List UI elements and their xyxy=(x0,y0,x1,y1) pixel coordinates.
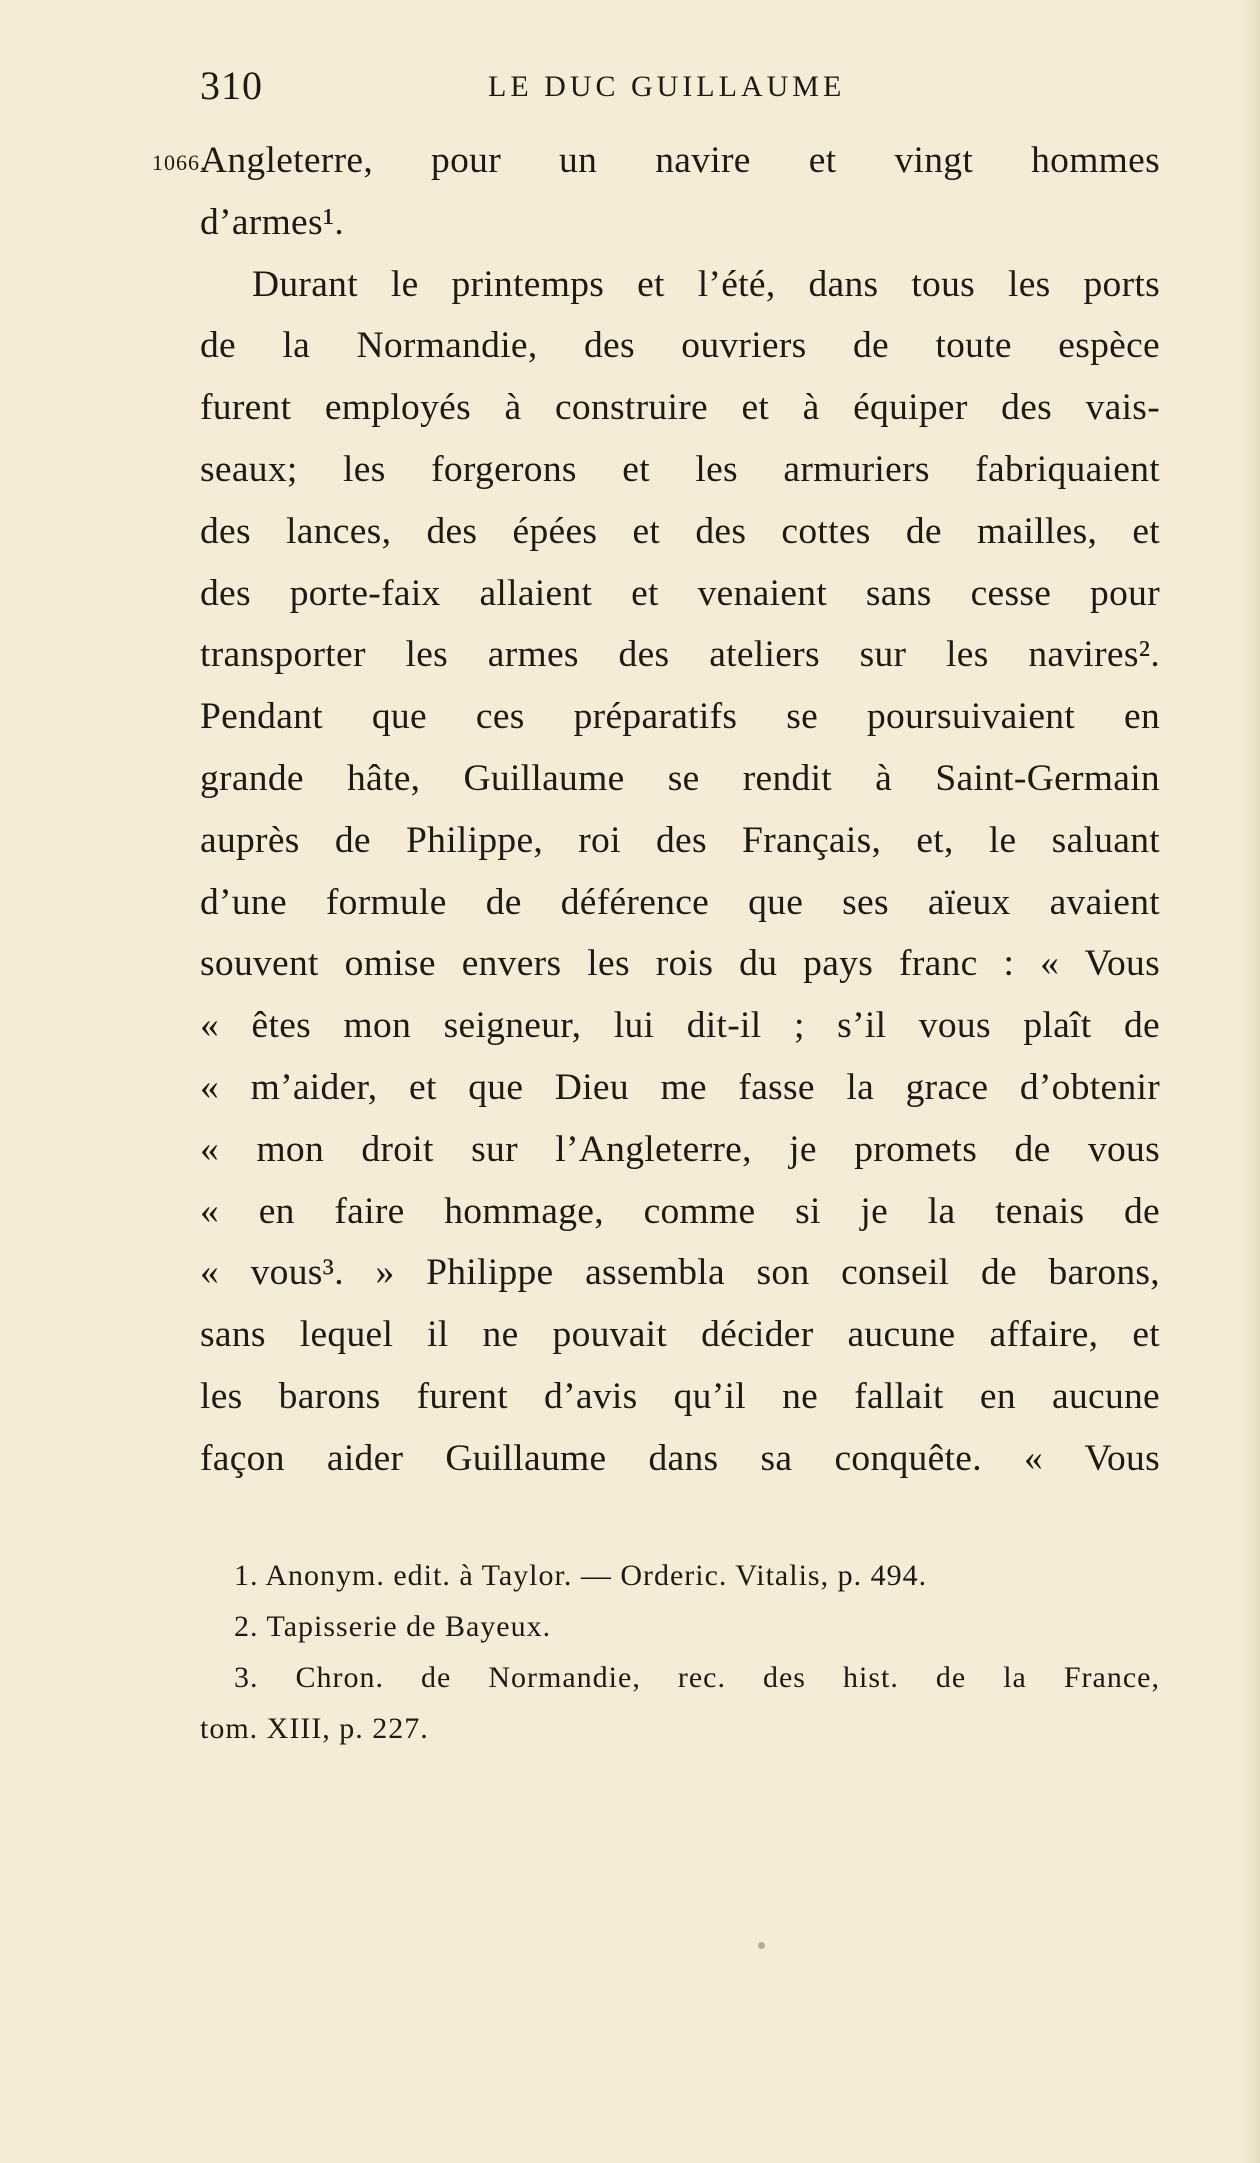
page-edge-shadow xyxy=(1242,0,1260,2163)
text-line: furent employés à construire et à équiper des vais- xyxy=(200,387,1160,429)
text-line: auprès de Philippe, roi des Français, et, le saluant xyxy=(200,819,1160,861)
footnote-3-continuation: tom. XIII, p. 227. xyxy=(200,1712,429,1745)
text-line: seaux; les forgerons et les armuriers fabriquaient xyxy=(200,448,1160,490)
footnotes xyxy=(200,1550,1160,1754)
page-number: 310 xyxy=(200,63,263,108)
text-line: « m’aider, et que Dieu me fasse la grace d’obtenir xyxy=(200,1066,1160,1108)
margin-year-note: 1066. xyxy=(152,150,207,175)
text-line: transporter les armes des ateliers sur les navires². xyxy=(200,634,1160,676)
text-line: Durant le printemps et l’été, dans tous les ports xyxy=(252,263,1160,305)
text-line: des porte-faix allaient et venaient sans cesse pour xyxy=(200,572,1160,614)
text-line: Pendant que ces préparatifs se poursuivaient en xyxy=(200,696,1160,738)
running-title: LE DUC GUILLAUME xyxy=(488,70,846,103)
paper-speck xyxy=(758,1942,765,1949)
page-header xyxy=(0,62,1260,122)
text-line: grande hâte, Guillaume se rendit à Saint-Germain xyxy=(200,757,1160,799)
footnote-3: 3. Chron. de Normandie, rec. des hist. de la France, xyxy=(234,1661,1160,1694)
text-line: des lances, des épées et des cottes de mailles, et xyxy=(200,510,1160,552)
text-line: « vous³. » Philippe assembla son conseil de barons, xyxy=(200,1252,1160,1294)
text-line: « en faire hommage, comme si je la tenais de xyxy=(200,1190,1160,1232)
text-line: « êtes mon seigneur, lui dit-il ; s’il vous plaît de xyxy=(200,1005,1160,1047)
text-line: de la Normandie, des ouvriers de toute espèce xyxy=(200,325,1160,367)
footnote-2: 2. Tapisserie de Bayeux. xyxy=(234,1610,552,1643)
text-line: « mon droit sur l’Angleterre, je promets de vous xyxy=(200,1128,1160,1170)
text-line: façon aider Guillaume dans sa conquête. « Vous xyxy=(200,1437,1160,1479)
text-line: d’une formule de déférence que ses aïeux avaient xyxy=(200,881,1160,923)
text-line: souvent omise envers les rois du pays franc : « Vous xyxy=(200,943,1160,985)
text-line: d’armes¹. xyxy=(200,201,345,243)
text-line: sans lequel il ne pouvait décider aucune affaire, et xyxy=(200,1314,1160,1356)
footnote-1: 1. Anonym. edit. à Taylor. — Orderic. Vitalis, p. 494. xyxy=(234,1559,928,1592)
text-line: Angleterre, pour un navire et vingt hommes xyxy=(200,140,1160,181)
body-text xyxy=(200,130,1160,1490)
text-line: les barons furent d’avis qu’il ne fallait en aucune xyxy=(200,1375,1160,1417)
